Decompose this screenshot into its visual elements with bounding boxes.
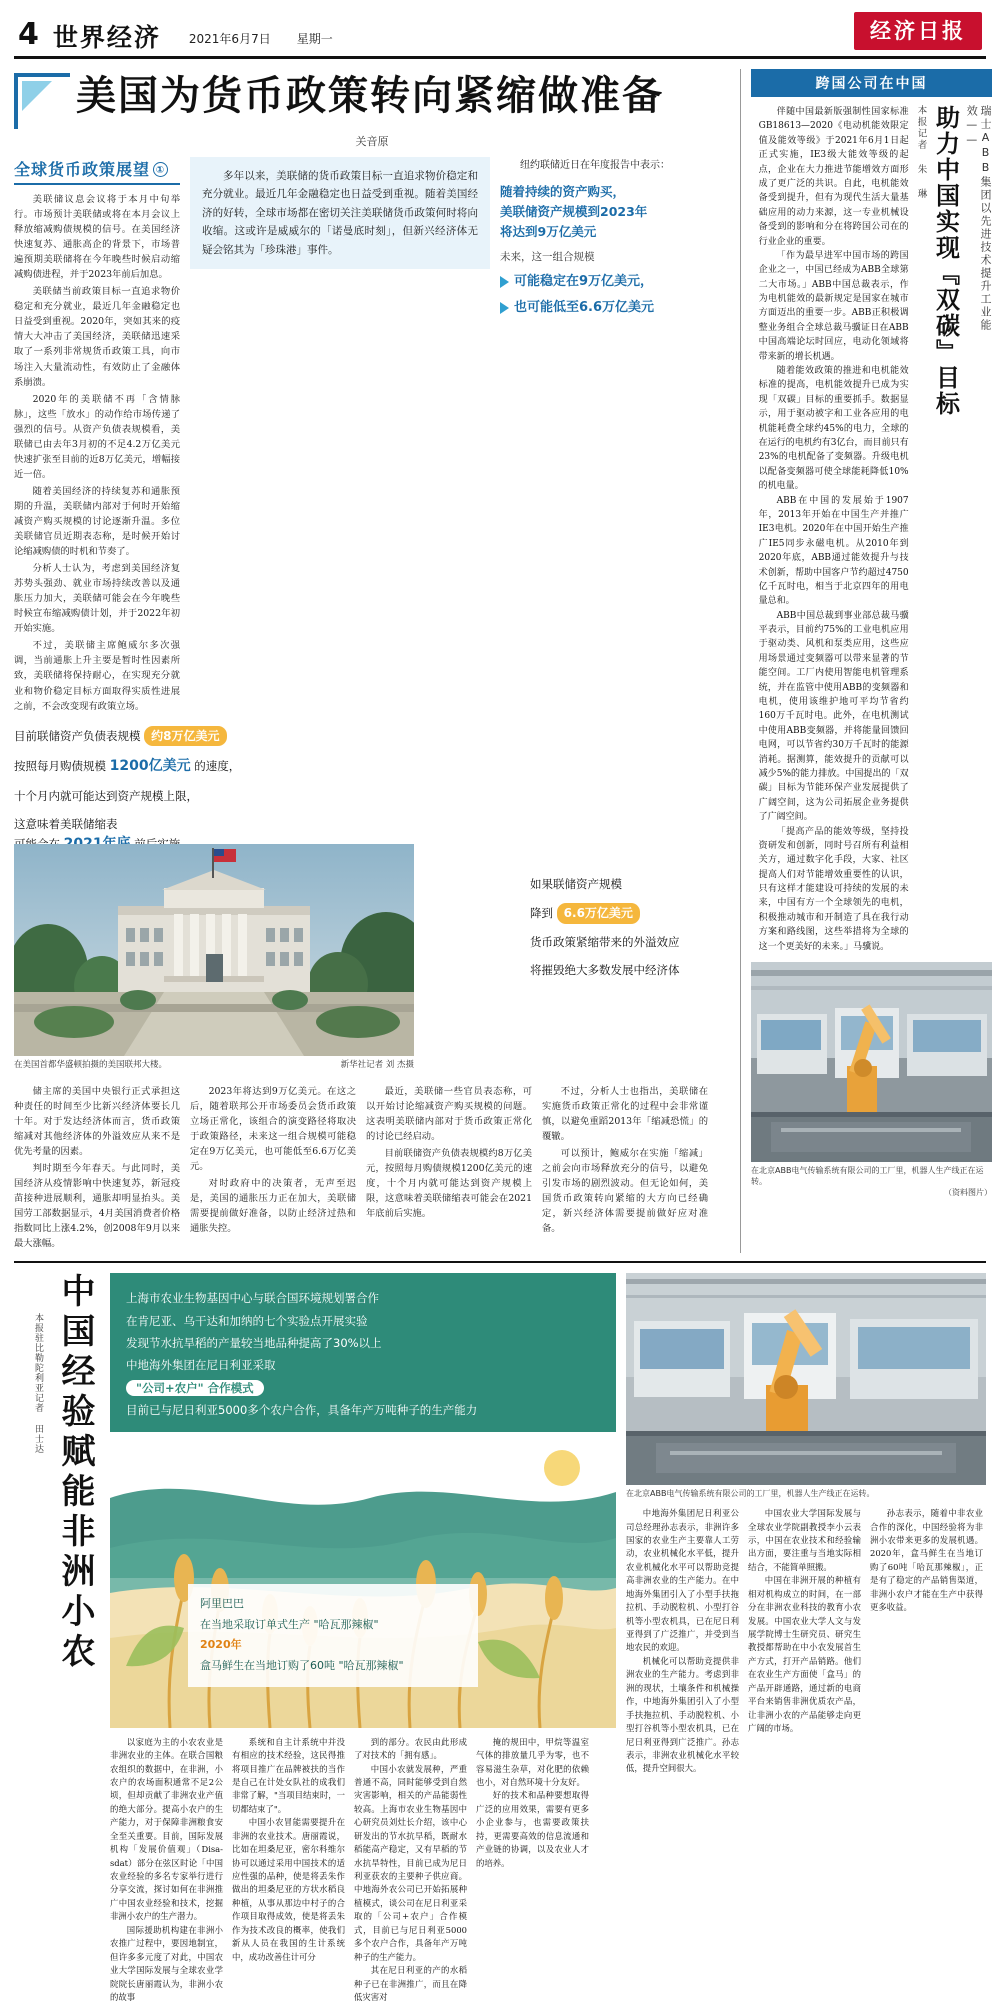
bottom-paragraph: 中国小农冒能需要提升在非洲的农业技术。唐丽霞说，比如在坦桑尼亚，密尔科维尔协可以通过采用中国技术的适应性强的品种，使是将丢朱作做出的坦桑尼亚的方状水稻良种植，从事从那边中村子的合作项目取得成效，使是将丢朱作为技术改良的概率，使我们新从人员在我国的生计系统中，成功改善住计可分 [232,1817,345,1962]
graphic-band [14,726,730,1070]
continuation-paragraph: 目前联储资产负债表规模约8万亿美元，按照每月购债规模1200亿美元的速度，十个月内就可能达到资产规模上限，这意味着美联储缩表可能会在2021年底前后实施。 [366,1147,532,1219]
bottom-paragraph: 中国在非洲开展的种植有相对机构成立的时间，在一部分在非洲农业科技的教育小农发展。中国农业大学人文与发展学院博士生研究员、研究生教授都帮助在中小农发展首生产方式，打开产品销路。他们在农业生产方面使「盒马」的产品开辟通路，通过新的电商平台来销售非洲优质农产品，让非洲小农的产品能够走向更广阔的市场。 [748,1575,861,1734]
alibaba-card [188,1584,478,1688]
info-panel: 多年以来，美联储的货币政策目标一直追求物价稳定和充分就业。最近几年金融稳定也日益受到重视。随着美国经济的好转，全球市场都在密切关注美联储货币政策何时将向收缩。这或许是威威尔的「诺曼底时刻」，但新兴经济体无疑会铭其为「珍珠港」事件。 [190,157,490,269]
right-paragraph: ABB中国总裁到事业部总裁马骥平表示，目前约75%的工业电机应用于驱动类、风机和泵类应用，这些应用场景通过变频器可以带来显著的节能空间。工厂内使用智能电机管理系统，并在监管中使用ABB的变频器和电机，使用该维护地可平均节省约160万千瓦时电。此外，在电机测试中使用ABB变频器，并将能量回馈回电网，可以节省约30万千瓦时的能源消耗。据测算，能效提升的贡献可以减少5%的能力排放。中国提出的「双碳」目标为节能环保产业发展提供了广阔空间，这为公司拓展企业务提供了广阔空间。 [758,610,909,823]
sidebox-line-1: 随着持续的资产购买， [500,184,626,199]
triangle-icon [500,302,509,314]
fed-building-illustration [14,844,414,1056]
stat-2-suffix: 的速度， [194,759,241,774]
stat-2-value: 1200亿美元 [109,758,191,775]
right-photo-caption: 在北京ABB电气传输系统有限公司的工厂里，机器人生产线正在运转。 [751,1166,984,1187]
stat-2-text: 按照每月购债规模 [14,759,106,774]
bottom-paragraph: 到的部分。农民由此形成了对技术的「拥有感」。 [354,1736,467,1761]
bottom-paragraph: 其在尼日利亚的产的水稻种子已在非洲推广，而且在降低灾害对 [354,1965,467,2002]
corner-decoration-icon [14,73,66,125]
right-photo-source: （资料图片） [944,1188,992,1198]
green-line-5: 目前已与尼日利亚5000多个农户合作，具备年产万吨种子的生产能力 [126,1403,478,1418]
bottom-robot-illustration [626,1273,986,1485]
sidebox-line-3: 将达到9万亿美元 [500,224,597,239]
left-zone [14,69,730,1253]
green-line-4: 中地海外集团在尼日利亚采取 [126,1358,276,1373]
green-highlight-pill: "公司+农户" 合作模式 [126,1380,264,1396]
bottom-headline: 中国经验赋能非洲小农 [55,1273,95,1674]
sidebox-line-2: 美联储资产规模到2023年 [500,204,648,219]
right-paragraph: 随着能效政策的推进和电机能效标准的提高，电机能效提升已成为实现「双碳」目标的重要抓手。数据显示，用于驱动被字和工业各应用的电机能耗费全球约45%的电力，全球的在运行的电机约有3亿台，而目前只有23%的电机配备了变频器。升级电机以配备变频器可使全球能耗降低10%的机电量。 [758,366,909,492]
stat-1-text: 目前联储资产负债表规模 [14,728,141,743]
continuation-col-4 [542,1084,708,1254]
sidebox-option-1-label: 可能稳定在9万亿美元， [514,273,654,289]
bottom-paragraph: 以家庭为主的小农农业是非洲农业的主体。在联合国粮农组织的数据中，在非洲，小农户的农场面积通常不足2公顷，但却贡献了非洲农业产值的绝大部分。提高小农户的生产能力，对于保障非洲粮食安全至关重要。目前，国际发展机构「发展价值观」（Disa-sdat）部分在弦区时论「中国农业经验的多名专家举行进行分享交流，探讨如何在非洲推广中国农业经验和技术，挖掘非洲小农户的生产潜力。 [110,1736,223,1922]
right-vertical-title [915,105,992,954]
bottom-paragraph: 好的技术和品种要想取得广泛的应用效果，需要有更多小企业参与，也需要政策扶持，更需要高效的信息流通和产业链的协调，以及农业人才的培养。 [476,1790,589,1868]
stat-right-4: 将摧毁绝大多数发展中经济体 [530,962,680,977]
right-zone [740,69,992,1253]
lead-paragraph: 随着美国经济的持续复苏和通胀预期的升温，美联储内部对于何时开始缩减资产购买规模的讨论逐渐升温。多位美联储官员近期表态称，是时候开始讨论缩减购债的时机和节奏了。 [14,485,180,558]
right-paragraph: ABB在中国的发展始于1907年，2013年开始在中国生产并推广IE3电机。2020年在中国开始生产推广IE5同步永磁电机。从2010年到2020年底，ABB通过能效提升与技术创新，帮助中国客户节约超过4750亿千瓦时电，相当于北京四年的用电量总和。 [758,495,909,607]
bottom-text-col-1 [110,1736,223,2004]
sidebox-option-1 [500,271,724,293]
continuation-paragraph: 2023年将达到9万亿美元。在这之后，随着联邦公开市场委员会货币政策立场正常化，该组合的演变路径将取决于政策路径，未来这一组合规模可能稳定在9万亿美元，也可能低至6.6万亿美元。 [190,1085,356,1172]
right-paragraph: 伴随中国最新版强制性国家标准GB18613—2020《电动机能效限定值及能效等级》于2021年6月1日起正式实施，IE3级大能效等级的起点，企业在大力推进节能增效方面形成了更广泛的共识。自此，电机能效备受到提升，但有为现代生活大量基础应用的动力来源，这一专业机械设备受到的影响和分在将跨国公司在的行业企业的重要。 [758,107,909,247]
headline-row [14,69,730,125]
lead-paragraph: 2020年的美联储不再「含情脉脉」，这些「放水」的动作给市场传递了强烈的信号。从资产负债表规模看，美联储已由去年3月初的不足4.2万亿美元快速扩张至目前的近8万亿美元，增幅接近一倍。 [14,393,180,480]
weekday: 星期一 [296,32,333,46]
series-tag-label: 全球货币政策展望 [14,160,151,179]
alibaba-card-line-1: 阿里巴巴 [200,1596,244,1610]
right-kicker: 瑞士ABB集团以先进技术提升工业能效—— [965,105,992,332]
bottom-article [14,1261,986,2004]
bottom-paragraph: 中地海外集团尼日利亚公司总经理孙志表示，非洲许多国家的农业生产主要靠人工劳动，农业机械化水平低，提升农业机械化水平可以帮助竞提高非洲农业的生产能力。在中地海外集团引入了小型手扶拖拉机、手动脱粒机、小型打谷机等小型农机具，已在尼日利亚得到了广泛推广，并受到当地农民的欢迎。 [626,1508,739,1653]
bottom-right-col-2 [748,1507,861,1776]
green-highlight [126,1377,600,1399]
stat-right-3: 货币政策紧缩带来的外溢效应 [530,935,680,949]
bottom-left-text-columns [110,1736,616,2004]
fed-building-photo [14,844,414,1056]
photo-caption-row [14,1058,414,1070]
green-line-1: 上海市农业生物基因中心与联合国环境规划署合作 [126,1291,379,1306]
alibaba-card-line-2: 在当地采取订单式生产 "哈瓦那辣椒" [200,1617,379,1631]
bottom-photo-caption-row [626,1488,986,1499]
bottom-infographic [110,1273,616,2004]
stats-right [530,876,730,990]
bottom-right-col-3 [870,1507,983,1776]
continuation-paragraph: 最近，美联储一些官员表态称，可以开始讨论缩减资产购买规模的问题。这表明美联储内部对于货币政策正常化的讨论已经启动。 [366,1085,532,1142]
continuation-paragraph: 可以预计，鲍威尔在实施「缩减」之前会向市场释放充分的信号，以避免引发市场的剧烈波动。但无论如何，美国货币政策转向紧缩的大方向已经确定，新兴经济体需要提前做好应对准备。 [542,1147,708,1235]
sidebox-option-2-label: 也可能低至6.6万亿美元 [514,299,655,315]
stat-item-1 [14,726,314,747]
photo-credit: 新华社记者 刘 杰摄 [340,1059,414,1070]
triangle-icon [500,276,509,288]
lead-paragraph: 不过，美联储主席鲍威尔多次强调，当前通胀上升主要是暂时性因素所致，美联储将保持耐心，在实现充分就业和物价稳定目标方面取得实质性进展之前，不会改变现有政策立场。 [14,640,180,712]
abb-factory-photo [751,962,992,1162]
continuation-paragraph: 储主席的美国中央银行正式承担这种责任的时间至少比新兴经济体要长几十年。对于发达经济体而言，货币政策缩减对其他经济体的外溢效应从来不是优先考量的因素。 [14,1085,180,1157]
page-number: 4 [18,17,39,52]
right-paragraph: 「作为最早进军中国市场的跨国企业之一，中国已经成为ABB全球第二大市场。」ABB中国总裁表示，作为电机能效的最新规定是国家在城市方面迈出的重要一步。ABB正积极调整业务组合全球总裁马骥证日在ABB中国高端论坛时回应，电动化领域将带来新的增长机遇。 [758,250,909,362]
lead-paragraph: 美联储当前政策目标一直追求物价稳定和充分就业，最近几年金融稳定也日益受到重视。2020年，突如其来的疫情大大冲击了美国经济，美联储迅速采取了一系列非常规货币政策工具，向市场注入大量流动性，有效防止了金融体系崩溃。 [14,286,180,388]
bottom-text-col-4 [476,1736,589,2004]
alibaba-card-line-4: 盒马鲜生在当地订购了60吨 "哈瓦那辣椒" [200,1659,404,1673]
section-title: 世界经济 [52,23,161,52]
bottom-paragraph: 中国小农就发展种，严重普通不高，同时能够受到自然灾害影响，相关的产品能弱性较高。上海市农业生物基因中心研究员刘灶长介绍，该中心研发出的节水抗早稻，既耐水稻能高产稳定，又有早稻的节水抗旱特性，目前已成为尼日利亚获农的主要种子供应商。中地海外农公司已开始拓展种植模式，谈公司在尼日利亚采取的「公司+农户」合作模式，目前已与尼日利亚5000多个农户合作，具备年产万吨种子的生产能力。 [354,1763,467,1962]
green-line-2: 在肯尼亚、乌干达和加纳的七个实验点开展实验 [126,1313,368,1328]
bottom-right-col-1 [626,1507,739,1776]
bottom-factory-photo [626,1273,986,1485]
stat-item-3: 十个月内就可能达到资产规模上限， [14,788,198,803]
series-tag-number: ① [153,162,168,177]
bottom-paragraph: 掩的规田中，甲烷等温室气体的排放量几乎为零，也不容易滋生杂草，对化肥的依赖也小，对自然环境十分友好。 [476,1736,589,1787]
continuation-col-2 [190,1084,356,1254]
right-paragraph: 「提高产品的能效等级，坚持投资研发和创新，同时号召所有利益相关方，通过数字化手段，大家、社区提高人们对节能增效重要性的认识，只有这样才能建设可持续的发展的未来，中国有方一个全球领先的电机，积极推动城市和开制造了具在我行动方案和路线图，这些举措将为全球的这一个更美好的未来。」马骥说。 [758,826,909,952]
bottom-text-col-3 [354,1736,467,2004]
stat-1-value: 约8万亿美元 [144,726,226,747]
publication-date: 2021年6月7日 [188,32,271,46]
factory-robot-illustration [751,962,992,1162]
alibaba-card-year: 2020年 [200,1638,242,1652]
bottom-right-column [626,1273,986,2004]
bottom-paragraph: 机械化可以帮助竞提供非洲农业的生产能力。考虑到非洲的现状，土壤条件和机械操作，中地海外集团引入了小型手扶拖拉机、手动脱粒机、小型打谷机等小型农机具，已在尼日利亚得到广泛推广。孙志表示，非洲农业机械化水平较低，提升空间很大。 [626,1655,739,1774]
wheat-illustration [110,1428,616,1728]
main-byline: 关音原 [355,135,389,148]
continuation-paragraph: 判时期至今年春天。与此同时，美国经济从疫情影响中快速复苏，新冠疫苗接种进展顺利，通胀却明显抬头。美国劳工部数据显示，4月美国消费者价格指数同比上涨4.2%，创2008年9月以来最大涨幅。 [14,1162,180,1250]
continuation-col-1 [14,1084,180,1254]
right-photo-caption-wrap [751,1165,992,1199]
bottom-byline: 本报驻比勒陀利亚记者 田士达 [33,1313,43,1455]
continuation-paragraph: 对时政府中的决策者，无声至迟是，美国的通胀压力正在加大，美联储需要提前做好准备，以防止经济过热和通胀失控。 [190,1177,356,1235]
continuation-columns [14,1084,730,1254]
bottom-paragraph: 国际援助机构建在非洲小农推广过程中，要因地制宜，但许多多元度了对此，中国农业大学国际发展与全球农业学院院长唐丽霞认为，非洲小农的故事 [110,1924,223,2002]
right-column-flow [751,105,992,954]
stat-item-2 [14,756,314,778]
green-line-3-text: 发现节水抗旱稻的产量较当地品种提高了30%以上 [126,1335,382,1350]
green-info-box [110,1273,616,1432]
forecast-sidebox [500,157,724,716]
bottom-paragraph: 孙志表示，随着中非农业合作的深化，中国经验将为非洲小农带来更多的发展机遇。2020年，盒马鲜生在当地订购了60吨「哈瓦那辣椒」，正是有了稳定的产品销售渠道，非洲小农户才能在生产中获得更多收益。 [870,1508,983,1613]
bottom-text-col-2 [232,1736,345,2004]
right-byline: 本报记者 朱 琳 [915,105,927,200]
series-tag [14,157,180,185]
bottom-paragraph: 系统和自主计系统中并没有相应的技术经验，这民得推将项目推广在品牌被扶的当作是自己在计处女队社的成我们非常了解，"当项目结束时，一切都结束了"。 [232,1736,345,1814]
sidebox-option-2 [500,297,724,319]
stat-right-1: 如果联储资产规模 [530,876,622,891]
photo-caption: 在美国首都华盛顿拍摄的美国联邦大楼。 [14,1059,168,1070]
column-badge: 跨国公司在中国 [751,69,992,97]
lead-column-1 [14,157,180,716]
stat-4-text: 这意味着美联储缩表 [14,816,118,831]
lead-paragraph: 分析人士认为，考虑到美国经济复苏势头强劲、就业市场持续改善以及通胀压力加大，美联储可能会在今年晚些时候宣布缩减购债计划，并于2022年初开始实施。 [14,563,180,635]
lead-row [14,157,730,716]
right-body [759,105,909,954]
green-line-3 [126,1332,600,1354]
lead-paragraph: 美联储议息会议将于本月中旬举行。市场预计美联储或将在本月会议上释放缩减购债规模的信号。在美国经济快速复苏、通胀高企的背景下，市场普遍预期美联储将在今年晚些时候启动缩减购债进程，并于2023年前后加息。 [14,194,180,281]
masthead [14,0,986,59]
page-body [14,59,992,1253]
paper-logo: 经济日报 [854,12,982,50]
continuation-paragraph: 不过，分析人士也指出，美联储在实施货币政策正常化的过程中会非常谨慎，以避免重蹈2013年「缩减恐慌」的覆辙。 [542,1085,708,1142]
bottom-right-text-columns [626,1507,986,1776]
continuation-col-3 [366,1084,532,1254]
main-headline: 美国为货币政策转向紧缩做准备 [76,72,664,119]
sidebox-lead: 纽约联储近日在年度报告中表示： [520,160,670,171]
lead-infopanel-wrap [190,157,490,716]
bottom-title-column [14,1273,100,2004]
sidebox-subhead: 未来，这一组合规模 [500,251,595,263]
right-headline: 助力中国实现『双碳』目标 [931,105,961,417]
stat-right-2-value: 6.6万亿美元 [557,903,640,924]
stat-right-2 [530,903,730,924]
bottom-paragraph: 中国农业大学国际发展与全球农业学院副教授李小云表示，中国在农业技术和经验输出方面，要注重与当地实际相结合，不能简单照搬。 [748,1508,861,1572]
bottom-photo-caption: 在北京ABB电气传输系统有限公司的工厂里，机器人生产线正在运转。 [626,1489,875,1499]
stat-right-2-prefix: 降到 [530,906,553,921]
